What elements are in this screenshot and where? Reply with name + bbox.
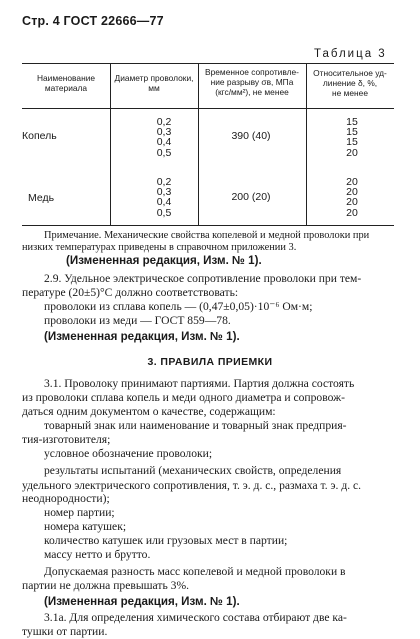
paragraph-line: тушки от партии. <box>22 625 108 638</box>
diameter-value: 0,3 <box>156 186 172 199</box>
paragraph-line: результаты испытаний (механических свойств, определения <box>44 464 342 477</box>
paragraph-line: 2.9. Удельное электрическое сопротивление проволоки при тем- <box>44 272 362 285</box>
elongation-value: 15 <box>346 116 358 128</box>
paragraph-line: массу нетто и брутто. <box>44 548 151 561</box>
elongation-value: 15 <box>346 126 358 139</box>
diameter-value: 0,4 <box>156 196 172 209</box>
paragraph-line: из проволоки сплава копель и меди одного диаметра и сопровож- <box>22 391 346 404</box>
column-header-strength: Временное сопротивле- ние разрыву σв, МПа (кгс/мм²), не менее <box>205 67 299 97</box>
table-cell-material: Копель <box>22 130 57 142</box>
paragraph-line: условное обозначение проволоки; <box>44 447 213 460</box>
paragraph-line: проволоки из сплава копель — (0,47±0,05)·10⁻⁶ Ом·м; <box>44 300 313 313</box>
table-cell-elongation <box>342 177 362 218</box>
paragraph-line: проволоки из меди — ГОСТ 859—78. <box>44 314 231 327</box>
edit-note: (Измененная редакция, Изм. № 1). <box>66 254 262 267</box>
table-cell-elongation <box>342 117 362 158</box>
page-header: Стр. 4 ГОСТ 22666—77 <box>22 14 164 28</box>
elongation-value: 20 <box>346 206 358 219</box>
elongation-value: 15 <box>346 136 358 149</box>
paragraph-line: даться одним документом о качестве, содержащим: <box>22 405 276 418</box>
diameter-value: 0,2 <box>156 176 172 188</box>
paragraph-line: 3.1. Проволоку принимают партиями. Партия должна состоять <box>44 377 355 390</box>
paragraph-line: номер партии; <box>44 506 115 519</box>
table-cell-diameters <box>152 117 176 158</box>
table-bottom-rule <box>22 225 394 226</box>
paragraph-line: 3.1а. Для определения химического состава отбирают две ка- <box>44 611 347 624</box>
table-cell-diameters <box>152 177 176 218</box>
elongation-value: 20 <box>346 186 358 199</box>
paragraph-line: товарный знак или наименование и товарный знак предприя- <box>44 419 347 432</box>
diameter-value: 0,5 <box>156 146 172 159</box>
table-caption: Таблица 3 <box>314 48 387 60</box>
paragraph-line: номера катушек; <box>44 520 127 533</box>
table-note: Примечание. Механические свойства копелевой и медной проволоки при низких температурах приведены в справочном приложении 3. <box>22 230 370 253</box>
paragraph-line: количество катушек или грузовых мест в партии; <box>44 534 288 547</box>
paragraph-line: удельного электрического сопротивления, т. э. д. с., размаха т. э. д. с. <box>22 479 362 492</box>
elongation-value: 20 <box>346 176 358 188</box>
paragraph-line: тия-изготовителя; <box>22 433 111 446</box>
column-header-diameter: Диаметр проволоки, мм <box>114 73 194 93</box>
paragraph-line: неоднородности); <box>22 492 110 505</box>
paragraph-line: партии не должна превышать 3%. <box>22 579 189 592</box>
column-header-elongation: Относительное уд- линение δ, %, не менее <box>313 68 387 98</box>
table-cell-strength: 390 (40) <box>231 130 271 142</box>
diameter-value: 0,4 <box>156 136 172 149</box>
edit-note: (Измененная редакция, Изм. № 1). <box>44 595 240 608</box>
section-heading: 3. ПРАВИЛА ПРИЕМКИ <box>147 356 273 368</box>
table-header-rule <box>22 108 394 109</box>
column-header-material: Наименование материала <box>36 73 96 93</box>
diameter-value: 0,5 <box>156 206 172 219</box>
diameter-value: 0,2 <box>156 116 172 128</box>
diameter-value: 0,3 <box>156 126 172 139</box>
table-cell-material: Медь <box>28 192 55 204</box>
edit-note: (Измененная редакция, Изм. № 1). <box>44 330 240 343</box>
paragraph-line: Допускаемая разность масс копелевой и медной проволоки в <box>44 565 346 578</box>
table-cell-strength: 200 (20) <box>231 191 271 203</box>
paragraph-line: пературе (20±5)°С должно соответствовать: <box>22 286 239 299</box>
elongation-value: 20 <box>346 146 358 159</box>
table-top-rule <box>22 63 394 64</box>
elongation-value: 20 <box>346 196 358 209</box>
